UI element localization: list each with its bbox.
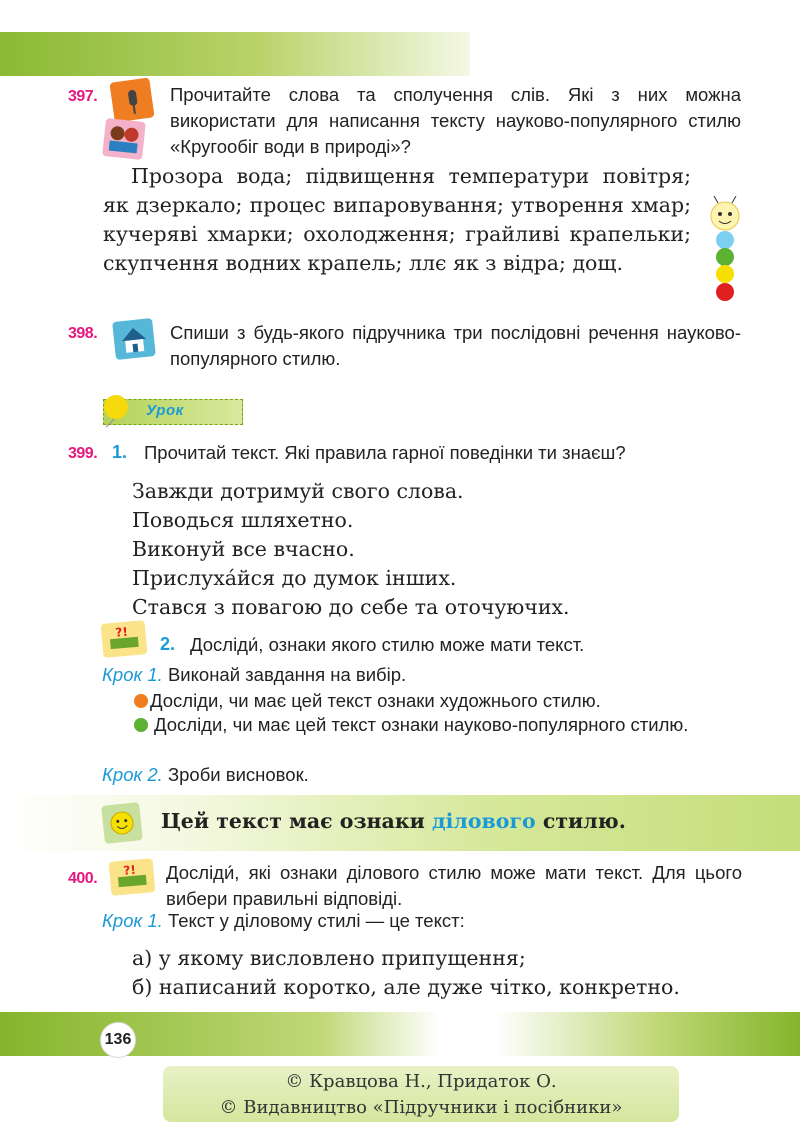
pair-work-icon xyxy=(102,118,146,160)
copyright-line: © Кравцова Н., Придаток О. xyxy=(285,1071,557,1092)
exercise-task: Спиши з будь-якого підручника три послідовні речення науково-популярного стилю. xyxy=(170,322,741,369)
answer-list xyxy=(132,944,680,1002)
svg-text:?!: ?! xyxy=(114,624,129,640)
krok-1 xyxy=(102,908,742,934)
krok-label: Крок 1. xyxy=(102,664,163,685)
krok-1 xyxy=(102,662,742,688)
research-icon xyxy=(109,858,156,896)
exercise-number: 400. xyxy=(68,870,98,887)
step-number: 2. xyxy=(160,634,176,654)
smiley-icon xyxy=(101,802,143,844)
step-task: Прочитай текст. Які правила гарної поведінки ти знаєш? xyxy=(144,442,626,463)
research-icon xyxy=(101,620,148,658)
svg-text:?!: ?! xyxy=(122,862,137,878)
word-list-paragraph xyxy=(103,162,741,302)
exercise-number: 398. xyxy=(68,325,98,342)
page-number: 136 xyxy=(100,1022,136,1058)
home-task-icon xyxy=(112,318,156,360)
answer-option: а) у якому висловлено припущення; xyxy=(132,946,526,970)
balloon-icon xyxy=(100,394,130,424)
copyright-box xyxy=(163,1066,679,1122)
exercise-number: 397. xyxy=(68,88,98,105)
rule-line: Виконуй все вчасно. xyxy=(132,537,355,561)
option-1 xyxy=(134,688,742,714)
option-text: Досліди, чи має цей текст ознаки науково-популярного стилю. xyxy=(154,714,689,735)
microphone-icon xyxy=(109,77,154,122)
conclusion-text xyxy=(161,809,626,833)
green-bullet-icon xyxy=(134,718,148,732)
answer-option: б) написаний коротко, але дуже чітко, конкретно. xyxy=(132,975,680,999)
step-number: 1. xyxy=(112,442,128,462)
conclusion-before: Цей текст має ознаки xyxy=(161,809,432,833)
word-list-text: Прозора вода; підвищення температури повітря; як дзеркало; процес випаровування; утворення хмар; кучеряві хмарки; охолодження; грайливі крапельки; скупчення водних крапель; ллє як з відра; дощ. xyxy=(103,164,691,275)
rule-line: Прислуха́йся до думок інших. xyxy=(132,566,457,590)
copyright-line: © Видавництво «Підручники і посібники» xyxy=(219,1097,623,1118)
option-text: Досліди, чи має цей текст ознаки художнього стилю. xyxy=(150,690,601,711)
lesson-label: Урок xyxy=(146,402,184,419)
step-task: Дослiди́, ознаки якого стилю може мати текст. xyxy=(190,634,585,655)
option-2 xyxy=(134,712,742,738)
rule-line: Поводься шляхетно. xyxy=(132,508,354,532)
rule-line: Стався з повагою до себе та оточуючих. xyxy=(132,595,570,619)
krok-text: Зроби висновок. xyxy=(167,764,309,785)
conclusion-highlight: ділового xyxy=(431,809,536,833)
krok-label: Крок 2. xyxy=(102,764,163,785)
krok-2 xyxy=(102,762,742,788)
krok-text: Текст у діловому стилі — це текст: xyxy=(167,910,465,931)
conclusion-after: стилю. xyxy=(535,809,626,833)
caterpillar-icon xyxy=(702,196,748,308)
exercise-task: Прочитайте слова та сполучення слів. Які з них можна використати для написання тексту науково-популярного стилю «Кругообіг води в природі»? xyxy=(170,84,741,157)
exercise-task: Дослiди́, які ознаки ділового стилю може мати текст. Для цього вибери правильні відповіді. xyxy=(166,862,742,909)
top-header-bar xyxy=(0,32,470,76)
krok-label: Крок 1. xyxy=(102,910,163,931)
krok-text: Виконай завдання на вибір. xyxy=(167,664,407,685)
rule-line: Завжди дотримуй свого слова. xyxy=(132,479,464,503)
rules-text xyxy=(132,477,570,622)
orange-bullet-icon xyxy=(134,694,148,708)
exercise-number: 399. xyxy=(68,445,98,462)
